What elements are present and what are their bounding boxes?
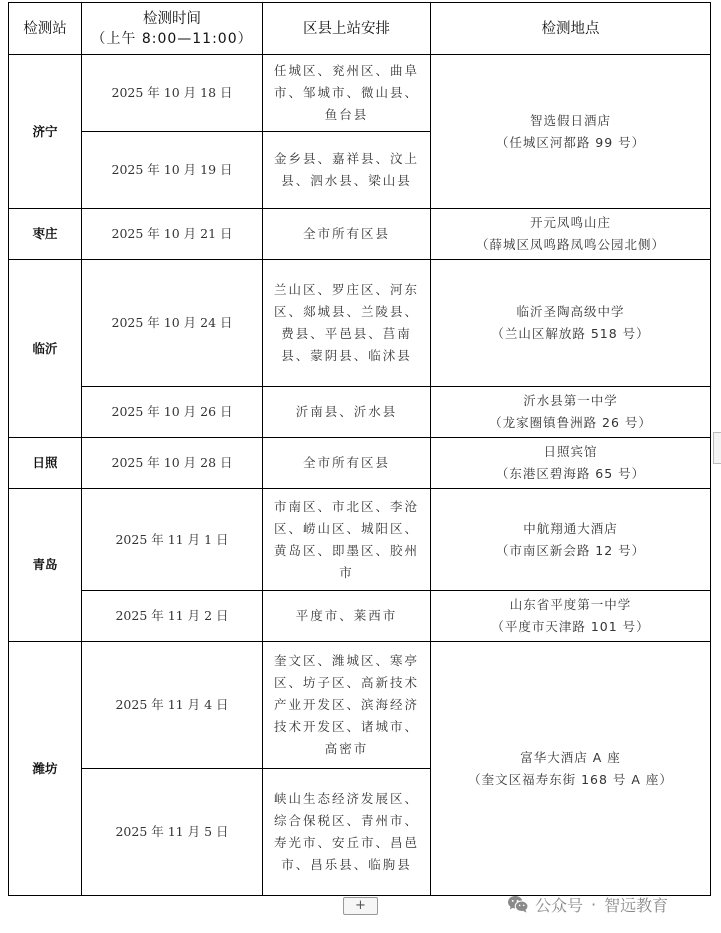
header-time bbox=[82, 3, 263, 55]
table-row bbox=[9, 209, 711, 260]
watermark-account: 公众号 bbox=[535, 895, 584, 915]
date-cell: 2025 年 10 月 18 日 bbox=[82, 55, 263, 132]
header-time-sub: （上午 8:00—11:00） bbox=[91, 30, 253, 47]
location-address: （龙家圈镇鲁洲路 26 号） bbox=[489, 415, 652, 430]
districts-cell: 金乡县、嘉祥县、汶上县、泗水县、梁山县 bbox=[263, 132, 431, 209]
location-cell bbox=[431, 260, 711, 387]
location-address: （任城区河都路 99 号） bbox=[495, 134, 646, 150]
table-row bbox=[9, 489, 711, 591]
location-address: （薛城区凤鸣路凤鸣公园北侧） bbox=[475, 237, 665, 252]
header-station: 检测站 bbox=[9, 3, 82, 55]
station-cell: 枣庄 bbox=[9, 209, 82, 260]
table-row bbox=[9, 387, 711, 438]
date-cell: 2025 年 10 月 21 日 bbox=[82, 209, 263, 260]
header-time-label: 检测时间 bbox=[143, 10, 201, 27]
location-cell bbox=[431, 55, 711, 209]
watermark bbox=[507, 889, 668, 919]
location-address: （平度市天津路 101 号） bbox=[491, 619, 650, 634]
districts-cell: 沂南县、沂水县 bbox=[263, 387, 431, 438]
wechat-icon bbox=[507, 894, 529, 914]
table-header-row bbox=[9, 3, 711, 55]
table-row bbox=[9, 438, 711, 489]
date-cell: 2025 年 11 月 2 日 bbox=[82, 591, 263, 642]
date-cell: 2025 年 10 月 24 日 bbox=[82, 260, 263, 387]
date-cell: 2025 年 10 月 19 日 bbox=[82, 132, 263, 209]
location-name: 山东省平度第一中学 bbox=[509, 597, 632, 612]
watermark-name: 智远教育 bbox=[604, 895, 669, 915]
location-cell bbox=[431, 642, 711, 896]
location-name: 开元凤鸣山庄 bbox=[529, 215, 611, 230]
date-cell: 2025 年 10 月 26 日 bbox=[82, 387, 263, 438]
location-address: （市南区新会路 12 号） bbox=[495, 542, 646, 558]
exam-schedule-table bbox=[8, 2, 711, 896]
districts-cell: 峡山生态经济发展区、综合保税区、青州市、寿光市、安丘市、昌邑市、昌乐县、临朐县 bbox=[263, 769, 431, 896]
location-name: 临沂圣陶高级中学 bbox=[516, 304, 625, 319]
station-cell: 青岛 bbox=[9, 489, 82, 642]
districts-cell: 全市所有区县 bbox=[263, 209, 431, 260]
location-cell bbox=[431, 209, 711, 260]
station-cell: 临沂 bbox=[9, 260, 82, 438]
location-name: 富华大酒店 A 座 bbox=[520, 749, 621, 765]
districts-cell: 市南区、市北区、李沧区、崂山区、城阳区、黄岛区、即墨区、胶州市 bbox=[263, 489, 431, 591]
districts-cell: 任城区、兖州区、曲阜市、邹城市、微山县、鱼台县 bbox=[263, 55, 431, 132]
location-cell bbox=[431, 387, 711, 438]
location-address: （奎文区福寿东街 168 号 A 座） bbox=[468, 771, 673, 787]
add-row-button[interactable]: + bbox=[343, 897, 378, 915]
watermark-separator: · bbox=[591, 894, 597, 914]
location-name: 沂水县第一中学 bbox=[523, 393, 618, 408]
location-cell bbox=[431, 489, 711, 591]
table-row bbox=[9, 591, 711, 642]
date-cell: 2025 年 10 月 28 日 bbox=[82, 438, 263, 489]
location-cell bbox=[431, 591, 711, 642]
location-name: 智选假日酒店 bbox=[529, 112, 611, 128]
location-name: 日照宾馆 bbox=[543, 444, 598, 459]
location-address: （东港区碧海路 65 号） bbox=[495, 466, 646, 481]
location-address: （兰山区解放路 518 号） bbox=[491, 326, 650, 341]
station-cell: 潍坊 bbox=[9, 642, 82, 896]
districts-cell: 奎文区、潍城区、寒亭区、坊子区、高新技术产业开发区、滨海经济技术开发区、诸城市、高密市 bbox=[263, 642, 431, 769]
districts-cell: 兰山区、罗庄区、河东区、郯城县、兰陵县、费县、平邑县、莒南县、蒙阴县、临沭县 bbox=[263, 260, 431, 387]
header-location: 检测地点 bbox=[431, 3, 711, 55]
station-cell: 日照 bbox=[9, 438, 82, 489]
table-row bbox=[9, 642, 711, 769]
header-districts: 区县上站安排 bbox=[263, 3, 431, 55]
location-cell bbox=[431, 438, 711, 489]
location-name: 中航翔通大酒店 bbox=[523, 520, 618, 536]
table-row bbox=[9, 55, 711, 132]
date-cell: 2025 年 11 月 5 日 bbox=[82, 769, 263, 896]
districts-cell: 全市所有区县 bbox=[263, 438, 431, 489]
table-row bbox=[9, 260, 711, 387]
date-cell: 2025 年 11 月 1 日 bbox=[82, 489, 263, 591]
districts-cell: 平度市、莱西市 bbox=[263, 591, 431, 642]
right-edge-handle[interactable] bbox=[713, 432, 721, 464]
station-cell: 济宁 bbox=[9, 55, 82, 209]
date-cell: 2025 年 11 月 4 日 bbox=[82, 642, 263, 769]
